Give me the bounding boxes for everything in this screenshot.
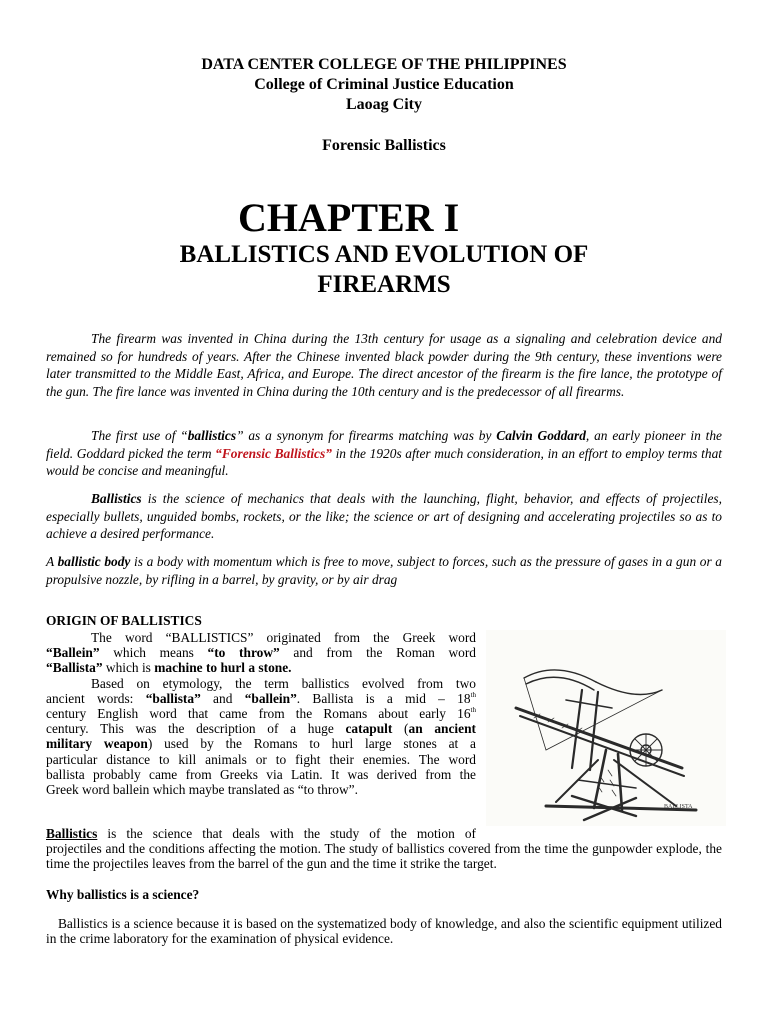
origin-line: century English word that came from the Romans about early 16th	[46, 706, 476, 722]
intro-paragraph-3: Ballistics is the science of mechanics that deals with the launching, flight, behavior, and effects of projectiles, especially bullets, unguided bombs, rockets, or the like; the science or art of designing and accelerating projectiles so as to achieve a desired performance.	[46, 491, 722, 542]
intro-paragraph-4: A ballistic body is a body with momentum which is free to move, subject to forces, such as the pressure of gases in a gun or a propulsive nozzle, by rifling in a barrel, by gravity, or by air drag	[46, 554, 722, 587]
ballistics-definition-line1: Ballistics is the science that deals with the study of the motion of	[46, 826, 476, 841]
ballistics-definition-rest: projectiles and the conditions affecting the motion. The study of ballistics covered from the time the gunpowder explode, the time the projectiles leaves from the barrel of the gun and the time it strike the target.	[46, 841, 722, 872]
science-heading: Why ballistics is a science?	[46, 887, 200, 902]
college-name: College of Criminal Justice Education	[254, 76, 514, 93]
science-paragraph: Ballistics is a science because it is based on the systematized body of knowledge, and also the scientific equipment utilized in the crime laboratory for the examination of physical evidence.	[46, 916, 722, 947]
intro-paragraph-2: The first use of “ballistics” as a synonym for firearms matching was by Calvin Goddard, an early pioneer in the field. Goddard picked the term “Forensic Ballistics” in the 1920s after much consideration, in an effort to employ terms that would be concise and meaningful.	[46, 428, 723, 479]
figure-caption: BALLISTA	[664, 804, 693, 810]
origin-line: ancient words: “ballista” and “ballein”. Ballista is a mid – 18th	[46, 690, 477, 706]
origin-line: century. This was the description of a huge catapult (an ancient	[46, 721, 476, 737]
chapter-number: CHAPTER I	[238, 195, 460, 240]
origin-line: “Ballista” which is machine to hurl a stone.	[46, 660, 292, 676]
origin-line: “Ballein” which means “to throw” and from the Roman word	[46, 645, 476, 661]
origin-text-block	[46, 630, 476, 797]
ballista-illustration	[486, 630, 726, 826]
institution-name: DATA CENTER COLLEGE OF THE PHILIPPINES	[201, 56, 567, 73]
ballistics-term: Ballistics	[46, 826, 98, 841]
origin-line: Greek word ballein which maybe translated as “to throw”.	[46, 782, 358, 798]
origin-line: The word “BALLISTICS” originated from the Greek word	[91, 630, 476, 645]
origin-line: military weapon) used by the Romans to hurl large stones at a	[46, 736, 476, 752]
origin-heading: ORIGIN OF BALLISTICS	[46, 613, 202, 628]
origin-line: particular distance to kill animals or to fight their enemies. The word	[46, 751, 476, 767]
city-name: Laoag City	[346, 96, 422, 113]
course-title: Forensic Ballistics	[322, 137, 446, 154]
origin-line: Based on etymology, the term ballistics evolved from two	[91, 675, 476, 691]
chapter-title-line1: BALLISTICS AND EVOLUTION OF	[179, 241, 589, 268]
forensic-ballistics-term: “Forensic Ballistics”	[215, 445, 332, 461]
chapter-title-line2: FIREARMS	[317, 271, 451, 298]
origin-line: ballista probably came from Greeks via Latin. It was derived from the	[46, 766, 476, 782]
ballista-drawing	[486, 630, 726, 826]
intro-paragraph-1: The firearm was invented in China during the 13th century for usage as a signaling and celebration device and remained so for hundreds of years. After the Chinese invented black powder during the 9th century, these inventions were later transmitted to the Middle East, Africa, and Europe. The direct ancestor of the firearm is the fire lance, the prototype of the gun. The fire lance was invented in China during the 10th century and is the predecessor of all firearms.	[46, 331, 722, 399]
